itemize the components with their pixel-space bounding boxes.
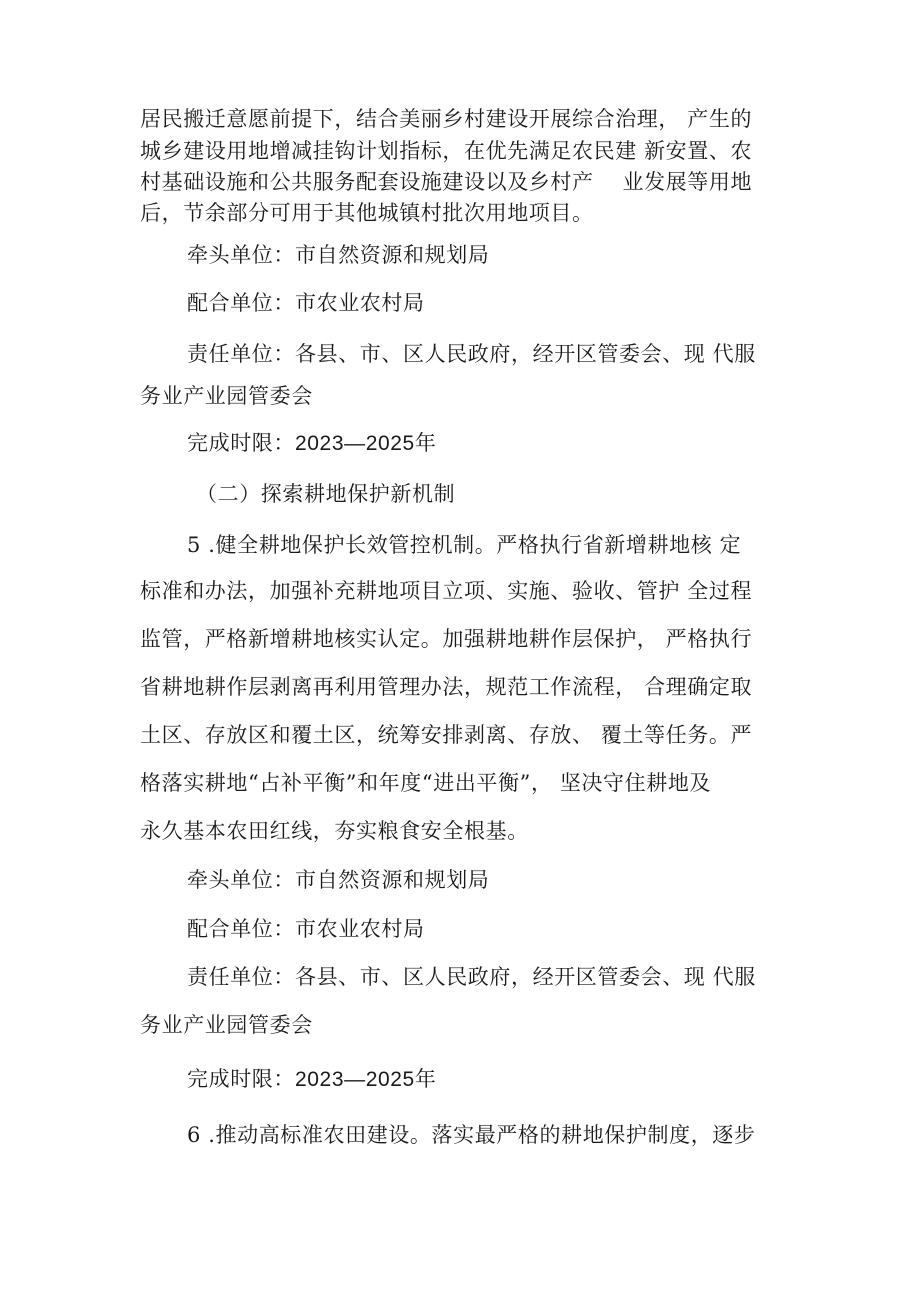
responsible-unit: 责任单位：各县、市、区人民政府，经开区管委会、现 代服 [187, 965, 756, 989]
body-text-line: 村基础设施和公共服务配套设施建设以及乡村产 业发展等用地 [140, 170, 753, 194]
cooperate-unit: 配合单位：市农业农村局 [187, 917, 425, 941]
item-6-line: 6 .推动高标准农田建设。落实最严格的耕地保护制度，逐步 [187, 1123, 756, 1147]
item-5-line: 标准和办法，加强补充耕地项目立项、实施、验收、管护 全过程 [140, 579, 753, 603]
lead-unit: 牵头单位：市自然资源和规划局 [187, 243, 490, 267]
responsible-unit-continued: 务业产业园管委会 [140, 384, 313, 408]
body-text-line: 后，节余部分可用于其他城镇村批次用地项目。 [140, 201, 594, 225]
cooperate-unit: 配合单位：市农业农村局 [187, 291, 425, 315]
item-5-line: 格落实耕地“占补平衡”和年度“进出平衡”， 坚决守住耕地及 [140, 771, 712, 795]
item-5-line: 土区、存放区和覆土区，统筹安排剥离、存放、 覆土等任务。严 [140, 723, 753, 747]
responsible-unit: 责任单位：各县、市、区人民政府，经开区管委会、现 代服 [187, 342, 756, 366]
item-5-line: 省耕地耕作层剥离再利用管理办法，规范工作流程， 合理确定取 [140, 675, 753, 699]
item-5-line: 监管，严格新增耕地核实认定。加强耕地耕作层保护， 严格执行 [140, 627, 753, 651]
body-text-line: 城乡建设用地增减挂钩计划指标，在优先满足农民建 新安置、农 [140, 139, 753, 163]
deadline: 完成时限：2023—2025年 [187, 1068, 437, 1091]
item-5-line: 5 .健全耕地保护长效管控机制。严格执行省新增耕地核 定 [187, 533, 742, 557]
section-heading: （二）探索耕地保护新机制 [196, 482, 456, 506]
item-5-line: 永久基本农田红线，夯实粮食安全根基。 [140, 819, 529, 843]
deadline: 完成时限：2023—2025年 [187, 432, 437, 455]
responsible-unit-continued: 务业产业园管委会 [140, 1013, 313, 1037]
lead-unit: 牵头单位：市自然资源和规划局 [187, 868, 490, 892]
body-text-line: 居民搬迁意愿前提下，结合美丽乡村建设开展综合治理， 产生的 [140, 107, 753, 131]
